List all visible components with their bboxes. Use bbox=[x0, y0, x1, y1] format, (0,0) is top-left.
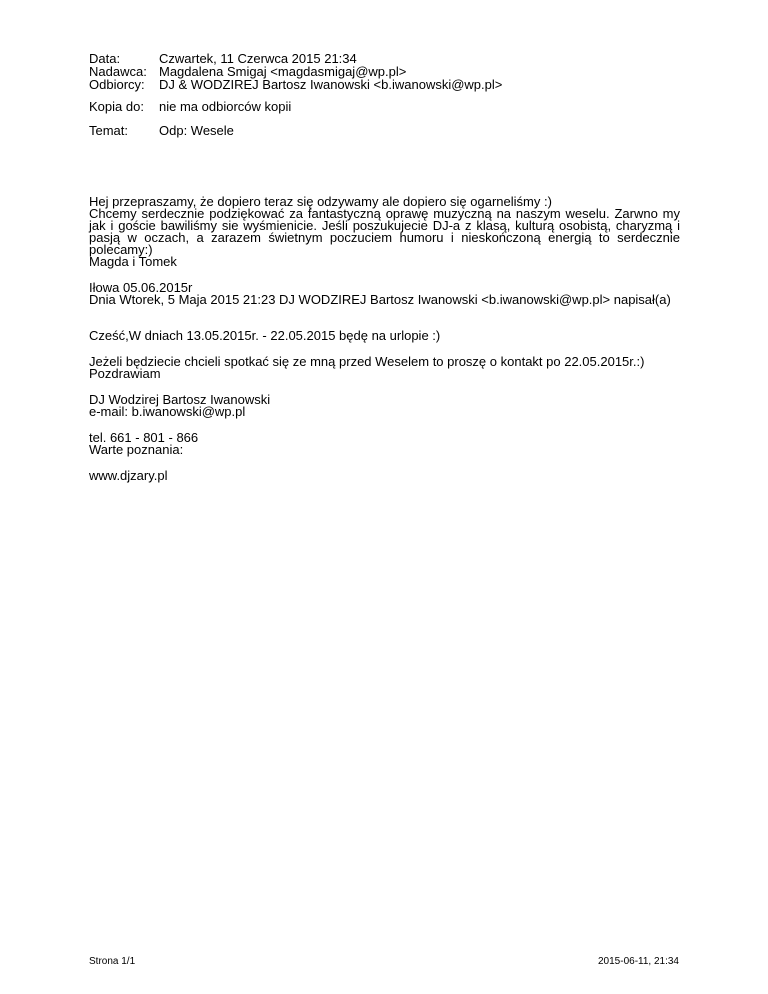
quote-header-line: Dnia Wtorek, 5 Maja 2015 21:23 DJ WODZIREJ Bartosz Iwanowski <b.iwanowski@wp.pl> napisał(a) bbox=[89, 292, 671, 307]
signature-name: DJ Wodzirej Bartosz Iwanowski bbox=[89, 392, 271, 407]
print-timestamp: 2015-06-11, 21:34 bbox=[598, 956, 679, 967]
cc-label: Kopia do: bbox=[89, 99, 144, 114]
reply-signature: Magda i Tomek bbox=[89, 254, 177, 269]
recipients-value: DJ & WODZIREJ Bartosz Iwanowski <b.iwanowski@wp.pl> bbox=[159, 77, 503, 92]
sender-value: Magdalena Smigaj <magdasmigaj@wp.pl> bbox=[159, 64, 407, 79]
recipients-label: Odbiorcy: bbox=[89, 77, 145, 92]
cc-row bbox=[89, 100, 689, 113]
subject-row bbox=[89, 124, 689, 137]
sender-label: Nadawca: bbox=[89, 64, 147, 79]
page-number: Strona 1/1 bbox=[89, 956, 136, 967]
subject-value: Odp: Wesele bbox=[159, 123, 234, 138]
email-header bbox=[89, 52, 689, 137]
quote-line-2: Jeżeli będziecie chcieli spotkać się ze mną przed Weselem to proszę o kontakt po 22.05.2015r.:) bbox=[89, 354, 645, 369]
reply-paragraph: Chcemy serdecznie podziękować za fantastyczną oprawę muzyczną na naszym weselu. Zarwno my jak i goście bawiliśmy sie wyśmienicie. Jeśli poszukujecie DJ-a z klasą, kulturą osobistą, charyzmą i pasją w oczach, a zarazem świetnym poczuciem humoru i nieskończoną energią to serdecznie polecamy:) bbox=[89, 206, 680, 257]
quote-header bbox=[89, 294, 680, 306]
subject-label: Temat: bbox=[89, 123, 129, 138]
signature-website: www.djzary.pl bbox=[89, 468, 168, 483]
quote-greeting: Pozdrawiam bbox=[89, 366, 161, 381]
date-value: Czwartek, 11 Czerwca 2015 21:34 bbox=[159, 51, 357, 66]
signature-phone: tel. 661 - 801 - 866 bbox=[89, 430, 199, 445]
email-body bbox=[89, 196, 680, 482]
reply-line-1: Hej przepraszamy, że dopiero teraz się odzywamy ale dopiero się ogarneliśmy :) bbox=[89, 194, 552, 209]
signature-email: e-mail: b.iwanowski@wp.pl bbox=[89, 404, 246, 419]
cc-value: nie ma odbiorców kopii bbox=[159, 99, 292, 114]
date-label: Data: bbox=[89, 51, 121, 66]
recipients-row bbox=[89, 78, 689, 91]
quote-date: Iłowa 05.06.2015r bbox=[89, 280, 193, 295]
signature-see: Warte poznania: bbox=[89, 442, 184, 457]
quote-line-1: Cześć,W dniach 13.05.2015r. - 22.05.2015 będę na urlopie :) bbox=[89, 328, 441, 343]
